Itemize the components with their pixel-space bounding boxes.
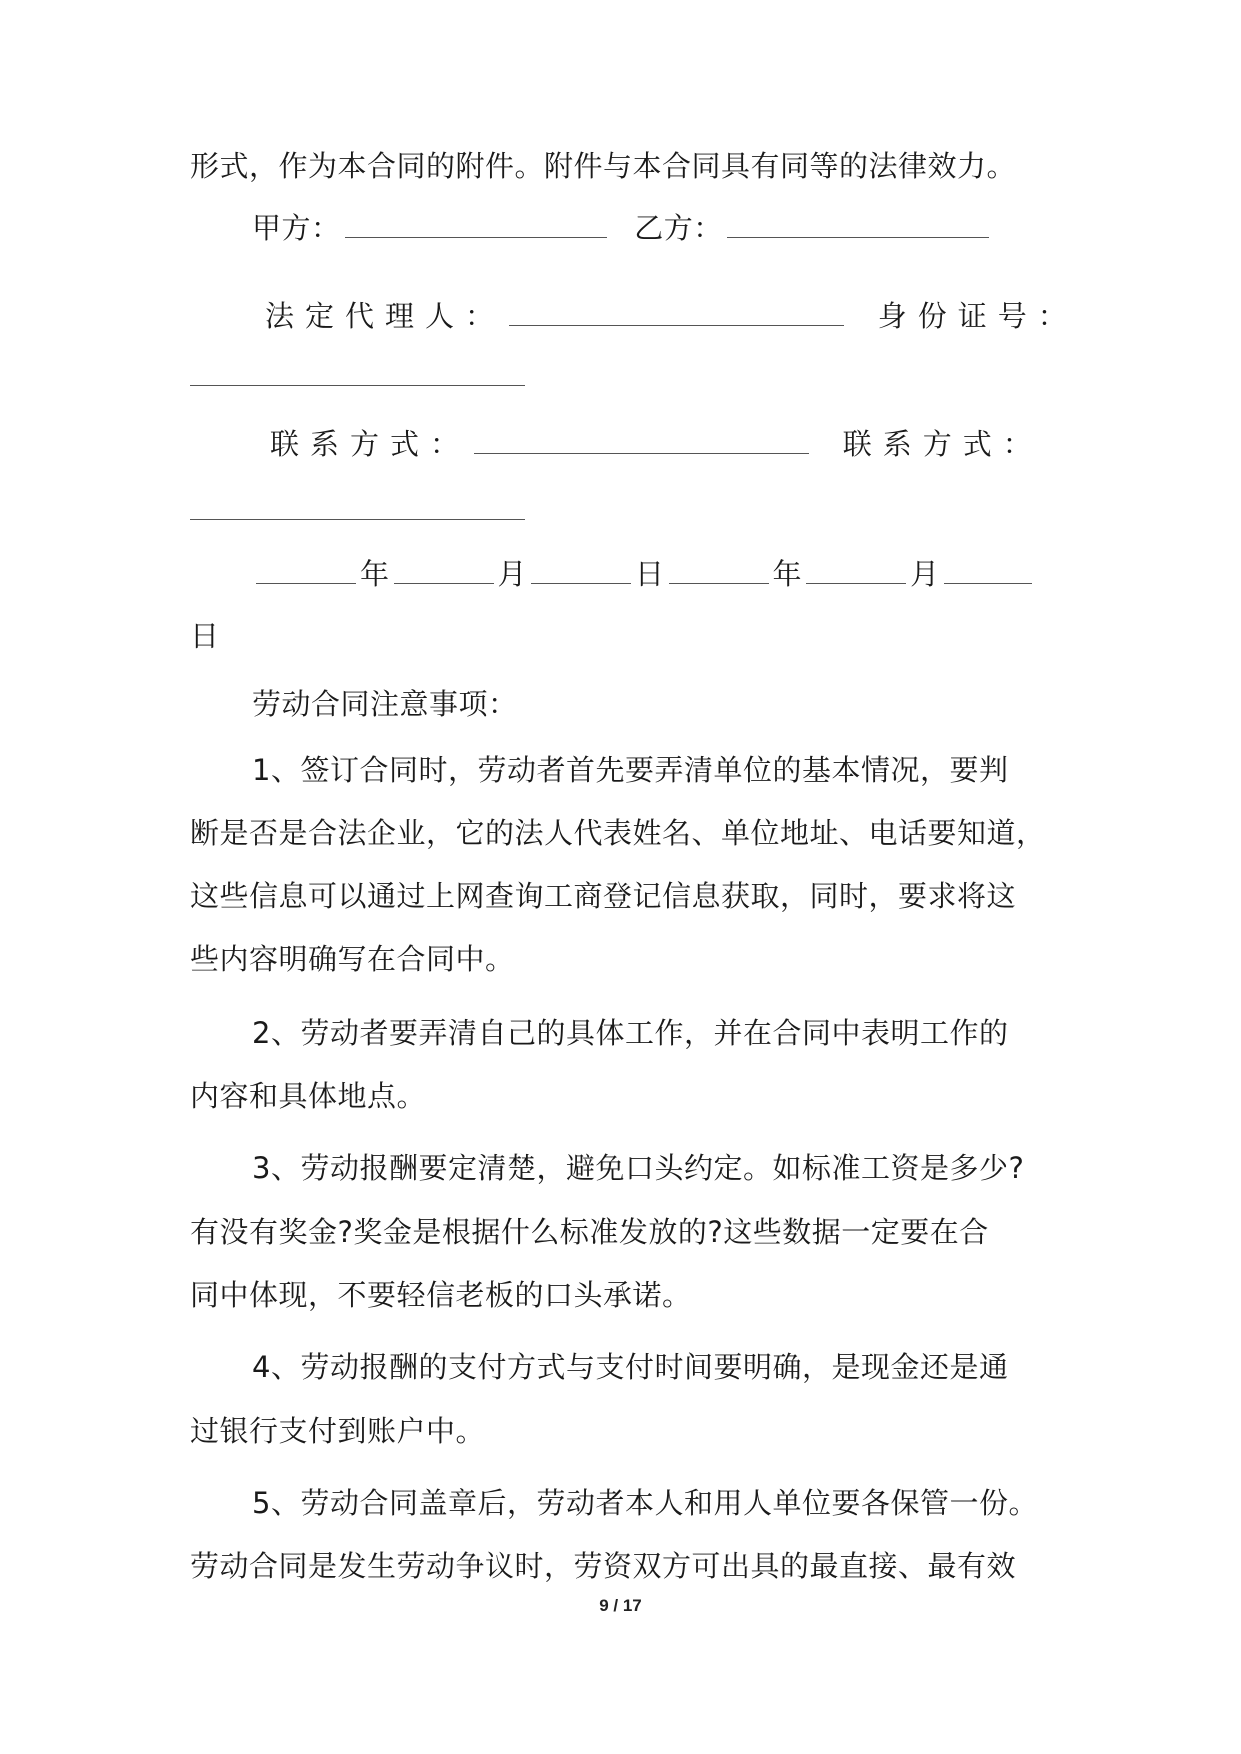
note-4-line-2: 过银行支付到账户中。	[190, 1414, 486, 1448]
agent-blank	[509, 299, 844, 326]
contact-blank-2	[190, 493, 525, 520]
month-blank-1	[394, 557, 494, 584]
contact-blank-row	[190, 490, 525, 530]
note-2-line-1: 2、劳动者要弄清自己的具体工作，并在合同中表明工作的	[252, 1016, 1009, 1050]
party-a-blank	[345, 211, 607, 238]
day-label-1: 日	[635, 557, 665, 591]
note-1-line-1: 1、签订合同时，劳动者首先要弄清单位的基本情况，要判	[252, 753, 1009, 787]
day-blank-1	[531, 557, 631, 584]
signature-party-row	[252, 208, 993, 248]
note-1-line-3: 这些信息可以通过上网查询工商登记信息获取，同时，要求将这	[190, 879, 1017, 913]
party-a-label: 甲方：	[252, 211, 341, 245]
note-1-line-2: 断是否是合法企业，它的法人代表姓名、单位地址、电话要知道，	[190, 816, 1046, 850]
note-3-line-3: 同中体现，不要轻信老板的口头承诺。	[190, 1278, 692, 1312]
paragraph-line: 形式，作为本合同的附件。附件与本合同具有同等的法律效力。	[190, 149, 1017, 183]
party-b-blank	[727, 211, 989, 238]
day-blank-2	[944, 557, 1032, 584]
note-3-line-2: 有没有奖金?奖金是根据什么标准发放的?这些数据一定要在合	[190, 1215, 989, 1249]
id-label: 身份证号：	[877, 299, 1078, 333]
party-b-label: 乙方：	[634, 211, 723, 245]
date-row	[252, 554, 1036, 594]
page-number: 9 / 17	[599, 1596, 642, 1615]
id-blank-row	[190, 356, 525, 396]
year-blank-2	[669, 557, 769, 584]
notes-title: 劳动合同注意事项：	[252, 687, 518, 721]
year-blank-1	[256, 557, 356, 584]
contact-blank-1	[474, 427, 809, 454]
month-label-1: 月	[497, 557, 528, 591]
note-2-line-2: 内容和具体地点。	[190, 1079, 427, 1113]
contact-row	[270, 424, 1043, 464]
note-1-line-4: 些内容明确写在合同中。	[190, 942, 515, 976]
month-label-2: 月	[910, 557, 940, 591]
note-4-line-1: 4、劳动报酬的支付方式与支付时间要明确，是现金还是通	[252, 1350, 1009, 1384]
year-label-1: 年	[360, 557, 390, 591]
contact-label-2: 联系方式：	[842, 427, 1043, 461]
note-3-line-1: 3、劳动报酬要定清楚，避免口头约定。如标准工资是多少?	[252, 1151, 1025, 1185]
year-label-2: 年	[772, 557, 803, 591]
contact-label-1: 联系方式：	[270, 427, 471, 461]
id-blank	[190, 359, 525, 386]
note-5-line-2: 劳动合同是发生劳动争议时，劳资双方可出具的最直接、最有效	[190, 1549, 1017, 1583]
agent-label: 法定代理人：	[265, 299, 506, 333]
month-blank-2	[806, 557, 906, 584]
agent-row	[265, 296, 1078, 336]
day-label-2: 日	[190, 619, 220, 653]
note-5-line-1: 5、劳动合同盖章后，劳动者本人和用人单位要各保管一份。	[252, 1486, 1038, 1520]
